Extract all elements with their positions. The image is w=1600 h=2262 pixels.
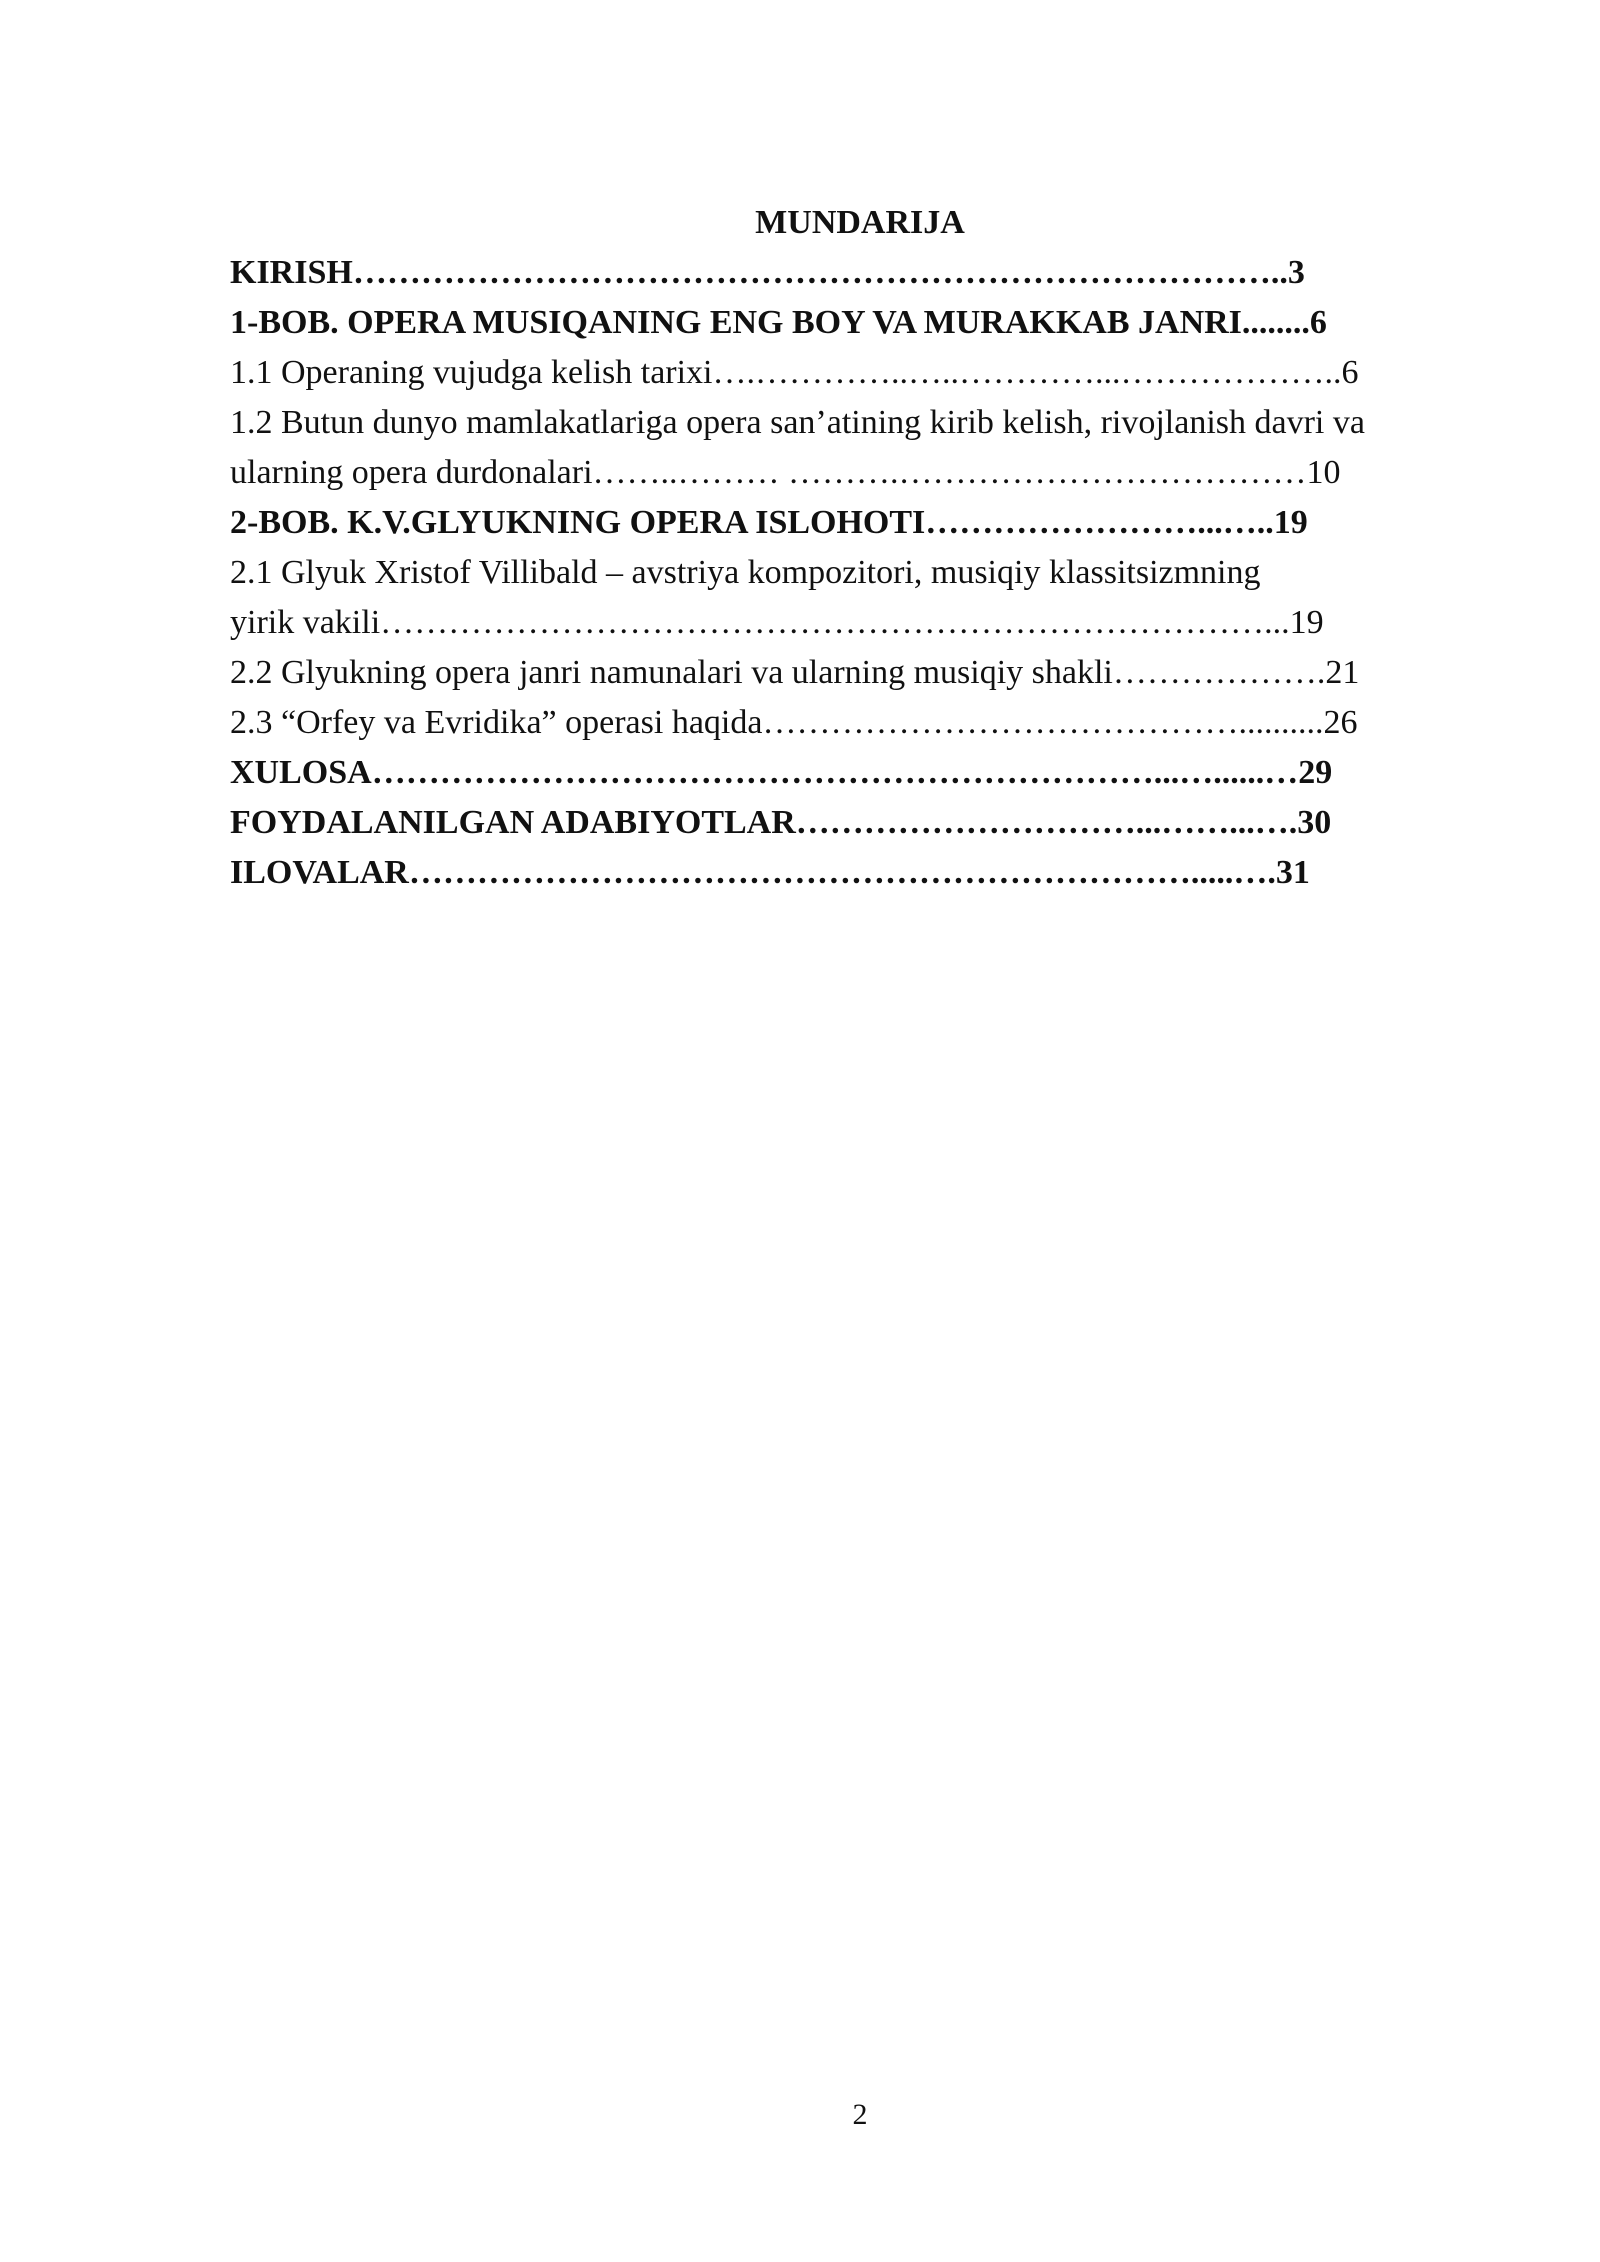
toc-entry: 2.2 Glyukning opera janri namunalari va ularning musiqiy shakli……………….21	[230, 654, 1360, 691]
toc-entry: XULOSA……………………………………………………………...…......…29	[230, 754, 1333, 791]
toc-entry: KIRISH………………………………………………………………………..3	[230, 254, 1305, 291]
toc-entries	[230, 248, 1500, 898]
toc-entry: 1.2 Butun dunyo mamlakatlariga opera san’atining kirib kelish, rivojlanish davri va	[230, 404, 1365, 441]
toc-entry: yirik vakili……………………………………………………………………...19	[230, 604, 1324, 641]
toc-entry: 1.1 Operaning vujudga kelish tarixi….…………..…..…………...………………..6	[230, 354, 1359, 391]
toc-title: MUNDARIJA	[755, 204, 965, 241]
toc-entry: ILOVALAR…………………………………………………………….....….31	[230, 854, 1310, 891]
toc-entry: 2.1 Glyuk Xristof Villibald – avstriya kompozitori, musiqiy klassitsizmning	[230, 554, 1261, 591]
table-of-contents	[230, 198, 1500, 898]
toc-entry: 1-BOB. OPERA MUSIQANING ENG BOY VA MURAKKAB JANRI........6	[230, 304, 1327, 341]
toc-entry: 2-BOB. K.V.GLYUKNING OPERA ISLOHOTI……………………...…..19	[230, 504, 1308, 541]
page-number: 2	[852, 2098, 868, 2131]
toc-entry: FOYDALANILGAN ADABIYOTLAR…………………………...……...….30	[230, 804, 1332, 841]
toc-entry: ularning opera durdonalari……..……… ……….………………………………10	[230, 454, 1341, 491]
toc-entry: 2.3 “Orfey va Evridika” operasi haqida……………………………………..........26	[230, 704, 1358, 741]
